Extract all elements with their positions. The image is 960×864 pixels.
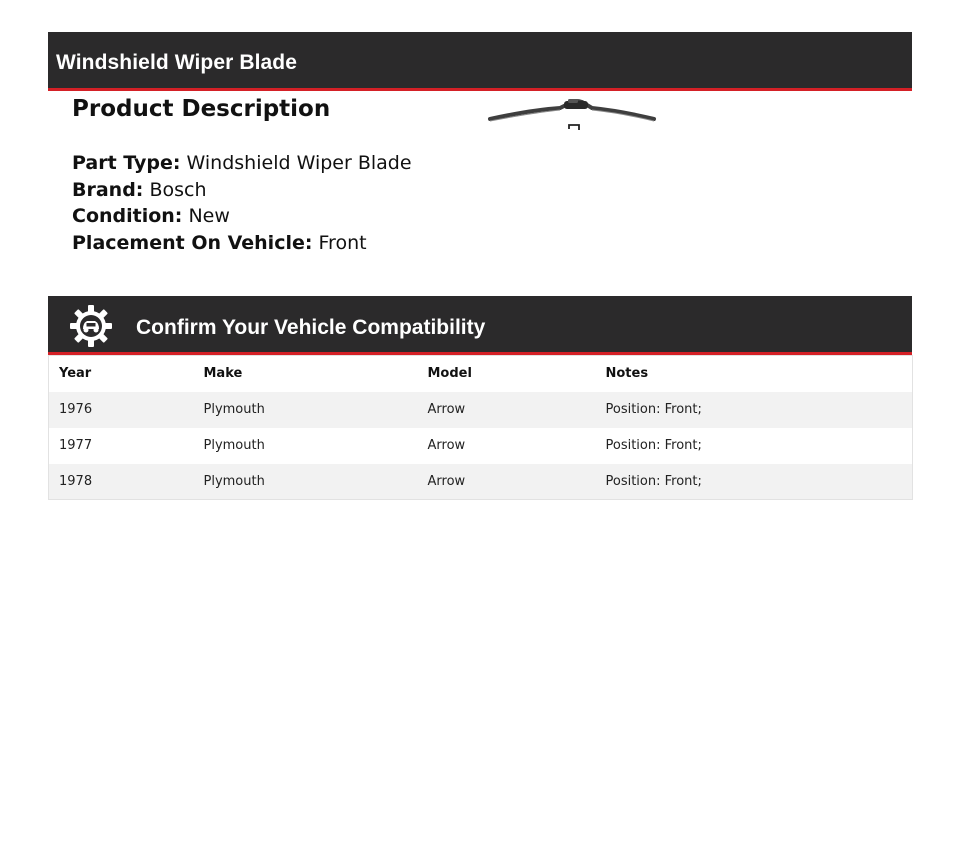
spec-brand	[72, 177, 412, 204]
table-header-row	[49, 356, 913, 392]
column-header-year: Year	[49, 356, 194, 392]
spec-label: Brand:	[72, 178, 144, 201]
cell-notes: Position: Front;	[596, 428, 913, 464]
spec-placement	[72, 230, 412, 257]
spec-part-type	[72, 150, 412, 177]
cell-year: 1977	[49, 428, 194, 464]
spec-label: Condition:	[72, 205, 183, 227]
title-banner	[48, 32, 912, 91]
cell-model: Arrow	[418, 464, 596, 500]
cell-year: 1976	[49, 392, 194, 428]
table-row	[49, 464, 913, 500]
table-row	[49, 428, 913, 464]
spec-label: Part Type:	[72, 152, 181, 174]
cell-make: Plymouth	[194, 428, 418, 464]
product-specs-list	[72, 150, 412, 256]
column-header-notes: Notes	[596, 356, 913, 392]
cell-make: Plymouth	[194, 392, 418, 428]
cell-model: Arrow	[418, 392, 596, 428]
table-row	[49, 392, 913, 428]
spec-value: Front	[318, 231, 367, 254]
product-description-heading: Product Description	[72, 96, 331, 122]
spec-value: New	[188, 205, 230, 227]
cell-model: Arrow	[418, 428, 596, 464]
cell-notes: Position: Front;	[596, 464, 913, 500]
spec-label: Placement On Vehicle:	[72, 231, 313, 254]
wiper-blade-image	[486, 96, 658, 136]
column-header-model: Model	[418, 356, 596, 392]
compatibility-banner	[48, 296, 912, 355]
cell-year: 1978	[49, 464, 194, 500]
cell-notes: Position: Front;	[596, 392, 913, 428]
spec-value: Bosch	[149, 178, 207, 201]
spec-value: Windshield Wiper Blade	[186, 152, 412, 174]
compatibility-title: Confirm Your Vehicle Compatibility	[136, 316, 486, 339]
compatibility-table	[48, 355, 913, 500]
gear-car-icon	[70, 305, 112, 347]
product-title: Windshield Wiper Blade	[56, 51, 298, 74]
cell-make: Plymouth	[194, 464, 418, 500]
spec-condition	[72, 203, 412, 230]
column-header-make: Make	[194, 356, 418, 392]
